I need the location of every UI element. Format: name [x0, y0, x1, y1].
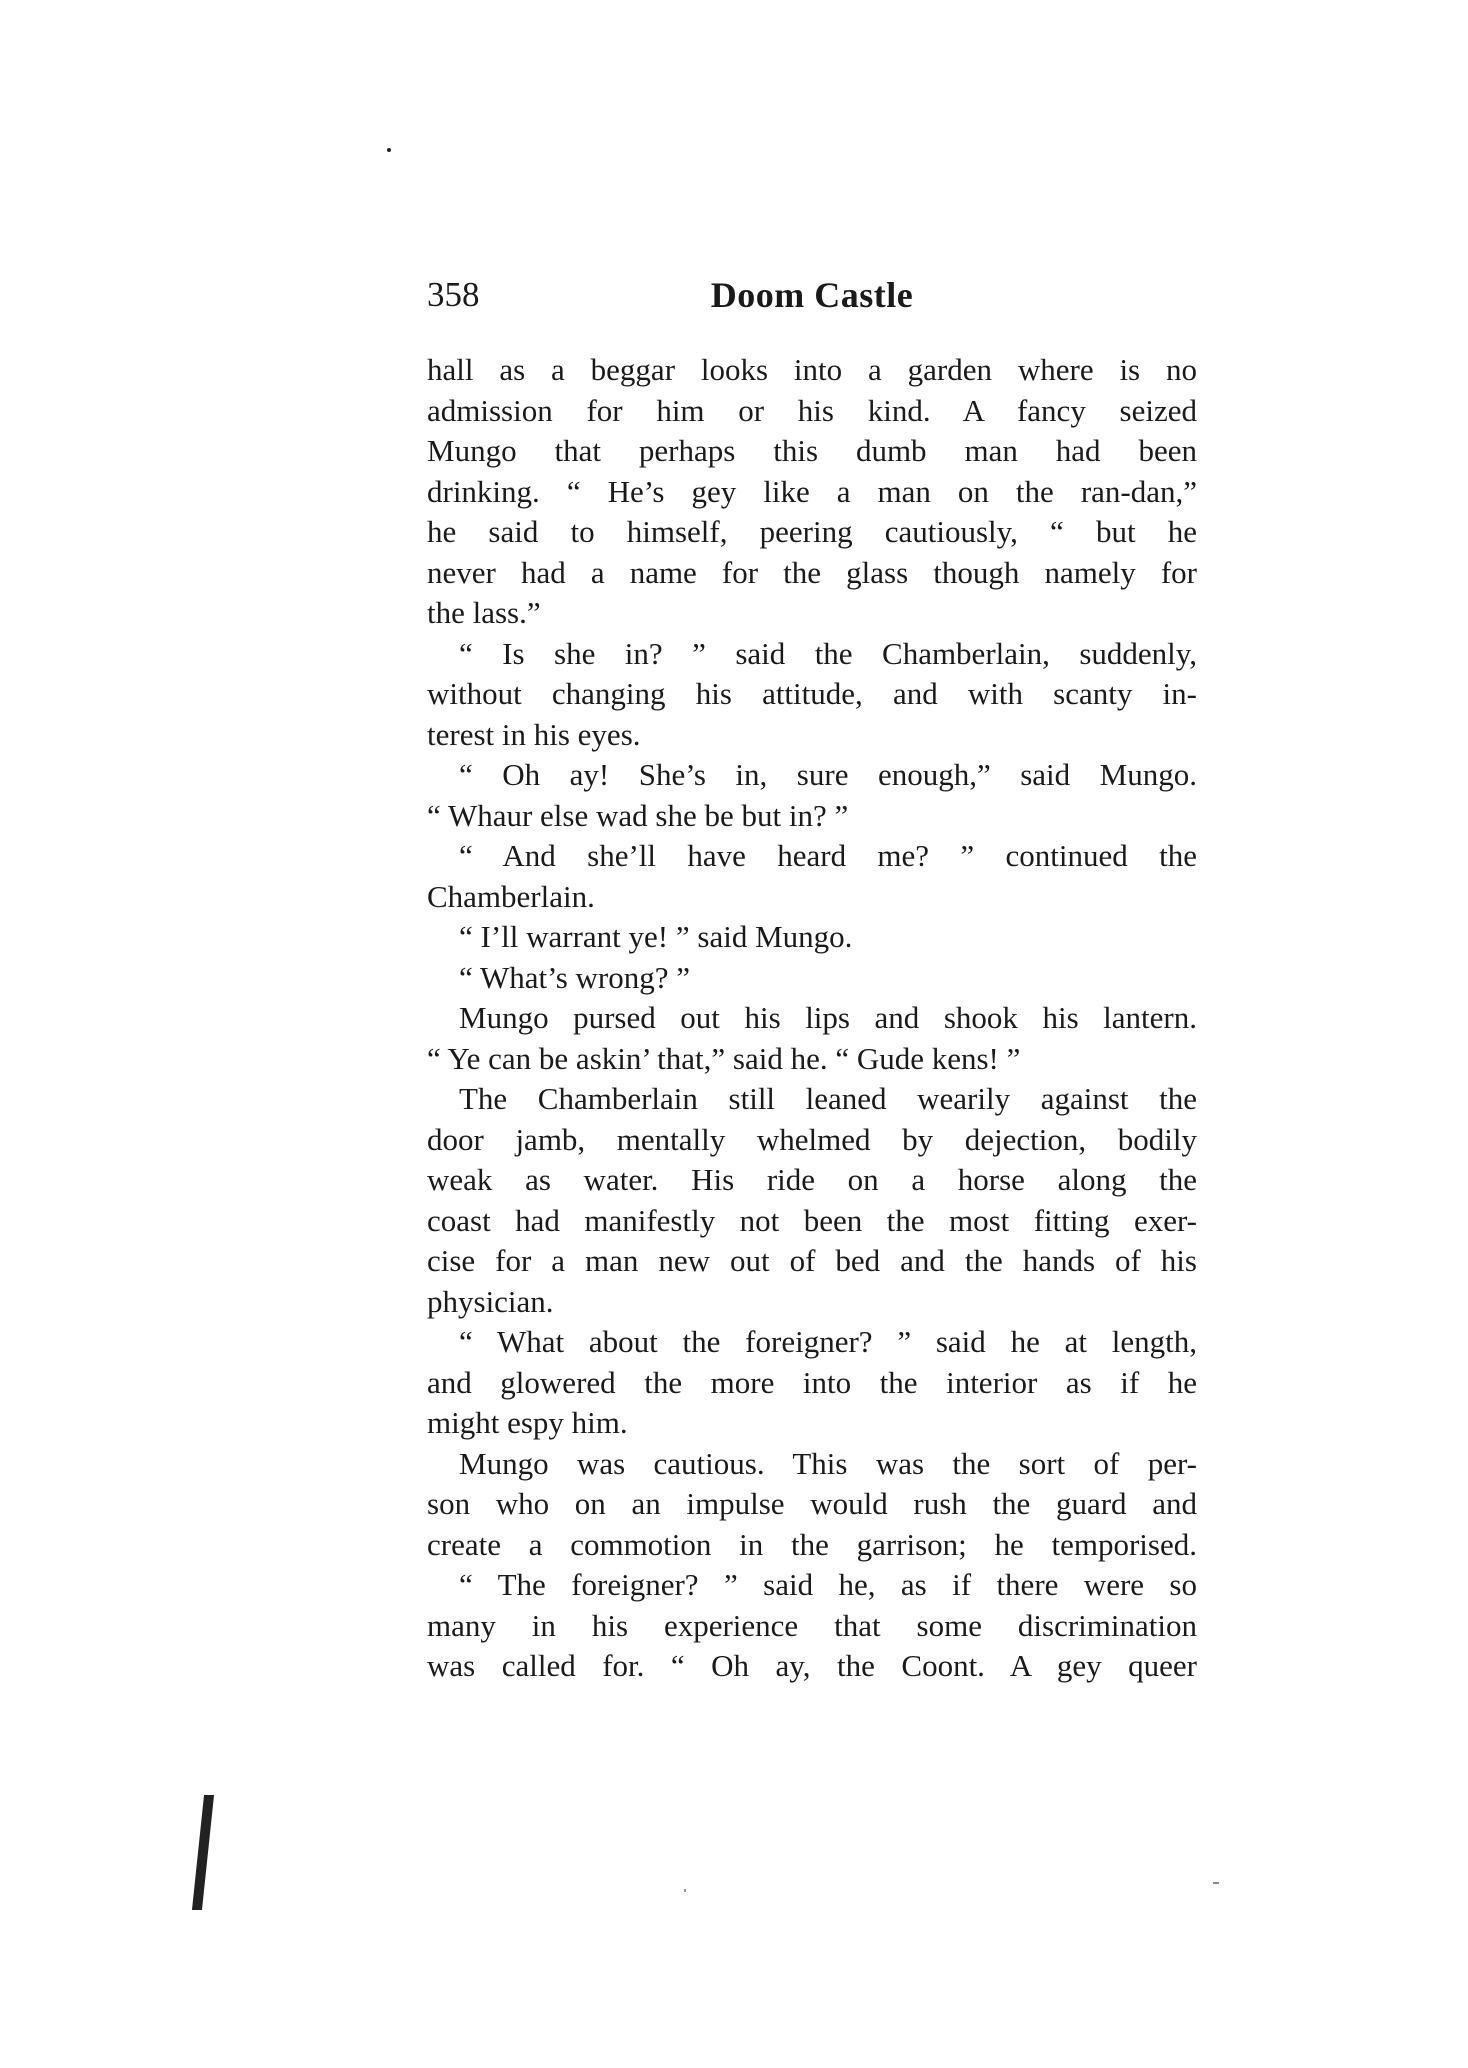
scan-speck: [684, 1889, 686, 1892]
text-line: he said to himself, peering cautiously, “ but he: [427, 514, 1197, 549]
text-line: door jamb, mentally whelmed by dejection, bodily: [427, 1121, 1197, 1157]
running-title: Doom Castle: [710, 275, 914, 315]
text-line: drinking. “ He’s gey like a man on the ran-dan,”: [427, 473, 1197, 509]
text-line: “ And she’ll have heard me? ” continued the: [459, 838, 1197, 873]
text-line: The Chamberlain still leaned wearily against the: [459, 1081, 1197, 1116]
text-line: never had a name for the glass though namely for: [427, 554, 1197, 590]
text-line: physician.: [427, 1283, 554, 1319]
text-line: terest in his eyes.: [427, 716, 641, 752]
text-line: and glowered the more into the interior as if he: [427, 1364, 1197, 1400]
text-line: Chamberlain.: [427, 878, 595, 914]
text-line: was called for. “ Oh ay, the Coont. A gey queer: [427, 1648, 1197, 1683]
text-line: son who on an impulse would rush the guard and: [427, 1486, 1197, 1521]
scan-edge-mark: [192, 1795, 214, 1910]
text-line: “ Is she in? ” said the Chamberlain, suddenly,: [459, 635, 1197, 671]
text-line: “ Whaur else wad she be but in? ”: [427, 797, 849, 833]
text-line: hall as a beggar looks into a garden where is no: [427, 352, 1197, 387]
text-line: the lass.”: [427, 595, 541, 630]
text-line: “ What’s wrong? ”: [459, 959, 690, 995]
body-text: [427, 350, 1197, 1687]
text-line: many in his experience that some discrimination: [427, 1607, 1197, 1643]
text-line: without changing his attitude, and with scanty in-: [427, 676, 1197, 711]
text-line: coast had manifestly not been the most fitting exer-: [427, 1202, 1197, 1238]
text-line: Mungo pursed out his lips and shook his lantern.: [459, 1000, 1197, 1035]
text-line: weak as water. His ride on a horse along the: [427, 1162, 1197, 1197]
running-head: [427, 268, 1197, 322]
text-line: Mungo was cautious. This was the sort of per-: [459, 1445, 1197, 1481]
text-line: “ Ye can be askin’ that,” said he. “ Gude kens! ”: [427, 1040, 1021, 1076]
text-line: admission for him or his kind. A fancy seized: [427, 392, 1197, 428]
scan-speck: [1213, 1882, 1219, 1884]
text-line: might espy him.: [427, 1405, 628, 1440]
page-number: 358: [427, 275, 480, 314]
text-line: create a commotion in the garrison; he temporised.: [427, 1526, 1197, 1562]
scan-speck: [387, 148, 391, 152]
text-line: “ I’ll warrant ye! ” said Mungo.: [459, 919, 853, 954]
text-line: “ The foreigner? ” said he, as if there were so: [459, 1567, 1197, 1602]
text-line: cise for a man new out of bed and the hands of his: [427, 1243, 1197, 1278]
text-line: “ What about the foreigner? ” said he at length,: [459, 1324, 1197, 1359]
text-line: “ Oh ay! She’s in, sure enough,” said Mungo.: [459, 757, 1197, 792]
text-line: Mungo that perhaps this dumb man had been: [427, 433, 1197, 468]
